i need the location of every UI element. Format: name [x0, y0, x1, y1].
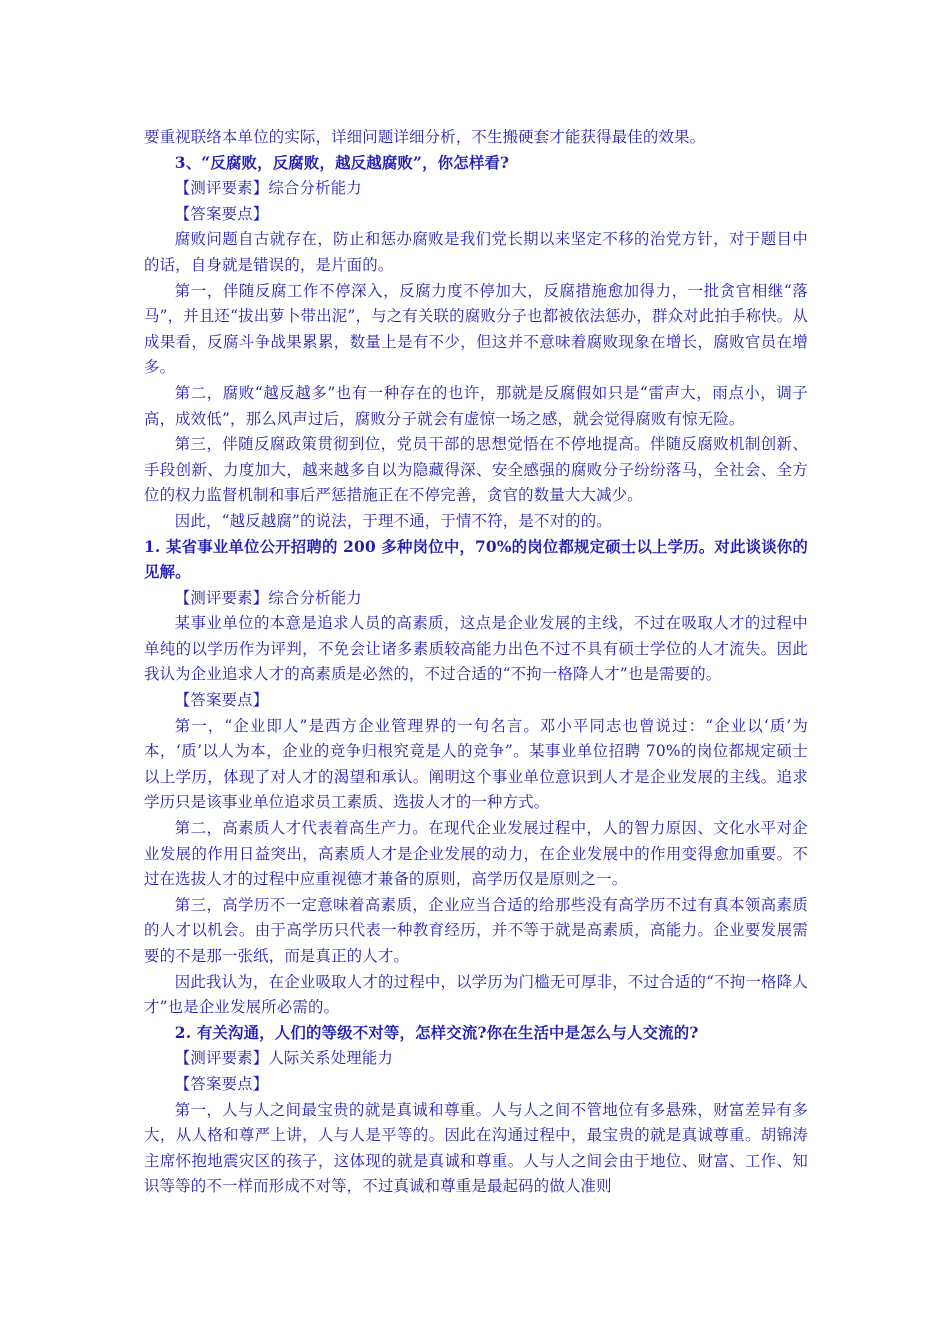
question-3-paragraph: 腐败问题自古就存在，防止和惩办腐败是我们党长期以来坚定不移的治党方针，对于题目中的话，自身就是错误的，是片面的。 [144, 230, 808, 274]
question-3-heading: 3、“反腐败，反腐败，越反越腐败”，你怎样看? [174, 153, 510, 172]
question-1-paragraph: 第一，“企业即人”是西方企业管理界的一句名言。邓小平同志也曾说过：“企业以‘质’为本，‘质’以人为本，企业的竞争归根究竟是人的竞争”。某事业单位招聘 70%的岗位都规定硕士以上学历，体现了对人才的渴望和承认。阐明这个事业单位意识到人才是企业发展的主线。追求学历只是该事业单位追求员工素质、选拔人才的一种方式。 [144, 716, 808, 812]
question-3-paragraph: 第三，伴随反腐政策贯彻到位，党员干部的思想觉悟在不停地提高。伴随反腐败机制创新、手段创新、力度加大，越来越多自以为隐藏得深、安全感强的腐败分子纷纷落马，全社会、全方位的权力监督机制和事后严惩措施正在不停完善，贪官的数量大大减少。 [144, 435, 808, 505]
question-1-paragraph: 第二，高素质人才代表着高生产力。在现代企业发展过程中，人的智力原因、文化水平对企业发展的作用日益突出，高素质人才是企业发展的动力，在企业发展中的作用变得愈加重要。不过在选拔人才的过程中应重视德才兼备的原则，高学历仅是原则之一。 [144, 819, 808, 889]
paragraph-continuation: 要重视联络本单位的实际，详细问题详细分析，不生搬硬套才能获得最佳的效果。 [144, 128, 706, 146]
question-3-answer-tag: 【答案要点】 [174, 204, 269, 223]
question-1-paragraph: 第三，高学历不一定意味着高素质，企业应当合适的给那些没有高学历不过有真本领高素质的人才以机会。由于高学历只代表一种教育经历，并不等于就是高素质，高能力。企业要发展需要的不是那一张纸，而是真正的人才。 [144, 895, 808, 965]
document-body [144, 125, 808, 1200]
question-1-paragraph: 因此我认为，在企业吸取人才的过程中，以学历为门槛无可厚非，不过合适的“不拘一格降人才”也是企业发展所必需的。 [144, 972, 808, 1017]
question-2-paragraph: 第一，人与人之间最宝贵的就是真诚和尊重。人与人之间不管地位有多悬殊，财富差异有多大，从人格和尊严上讲，人与人是平等的。因此在沟通过程中，最宝贵的就是真诚尊重。胡锦涛主席怀抱地震灾区的孩子，这体现的就是真诚和尊重。人与人之间会由于地位、财富、工作、知识等等的不一样而形成不对等，不过真诚和尊重是最起码的做人准则 [144, 1100, 808, 1196]
question-1-evaluation-tag: 【测评要素】综合分析能力 [174, 588, 362, 607]
question-3-paragraph: 第二，腐败“越反越多”也有一种存在的也许，那就是反腐假如只是“雷声大，雨点小，调子高，成效低”，那么风声过后，腐败分子就会有虚惊一场之感，就会觉得腐败有惊无险。 [144, 383, 808, 428]
question-1-answer-tag: 【答案要点】 [174, 691, 269, 710]
question-2-heading: 2. 有关沟通，人们的等级不对等，怎样交流?你在生活中是怎么与人交流的? [174, 1023, 699, 1042]
question-2-evaluation-tag: 【测评要素】人际关系处理能力 [174, 1049, 394, 1068]
question-1-heading: 1. 某省事业单位公开招聘的 200 多种岗位中，70%的岗位都规定硕士以上学历。对此谈谈你的见解。 [144, 537, 808, 582]
question-2-answer-tag: 【答案要点】 [174, 1074, 269, 1093]
question-3-paragraph: 第一，伴随反腐工作不停深入，反腐力度不停加大，反腐措施愈加得力，一批贪官相继“落马”，并且还“拔出萝卜带出泥”，与之有关联的腐败分子也都被依法惩办，群众对此拍手称快。从成果看，反腐斗争战果累累，数量上是有不少，但这并不意味着腐败现象在增长，腐败官员在增多。 [144, 281, 808, 377]
question-3-evaluation-tag: 【测评要素】综合分析能力 [174, 179, 362, 198]
question-3-paragraph: 因此，“越反越腐”的说法，于理不通，于情不符，是不对的的。 [174, 511, 612, 530]
question-1-paragraph: 某事业单位的本意是追求人员的高素质，这点是企业发展的主线，不过在吸取人才的过程中单纯的以学历作为评判，不免会让诸多素质较高能力出色不过不具有硕士学位的人才流失。因此我认为企业追求人才的高素质是必然的，不过合适的“不拘一格降人才”也是需要的。 [144, 614, 808, 684]
